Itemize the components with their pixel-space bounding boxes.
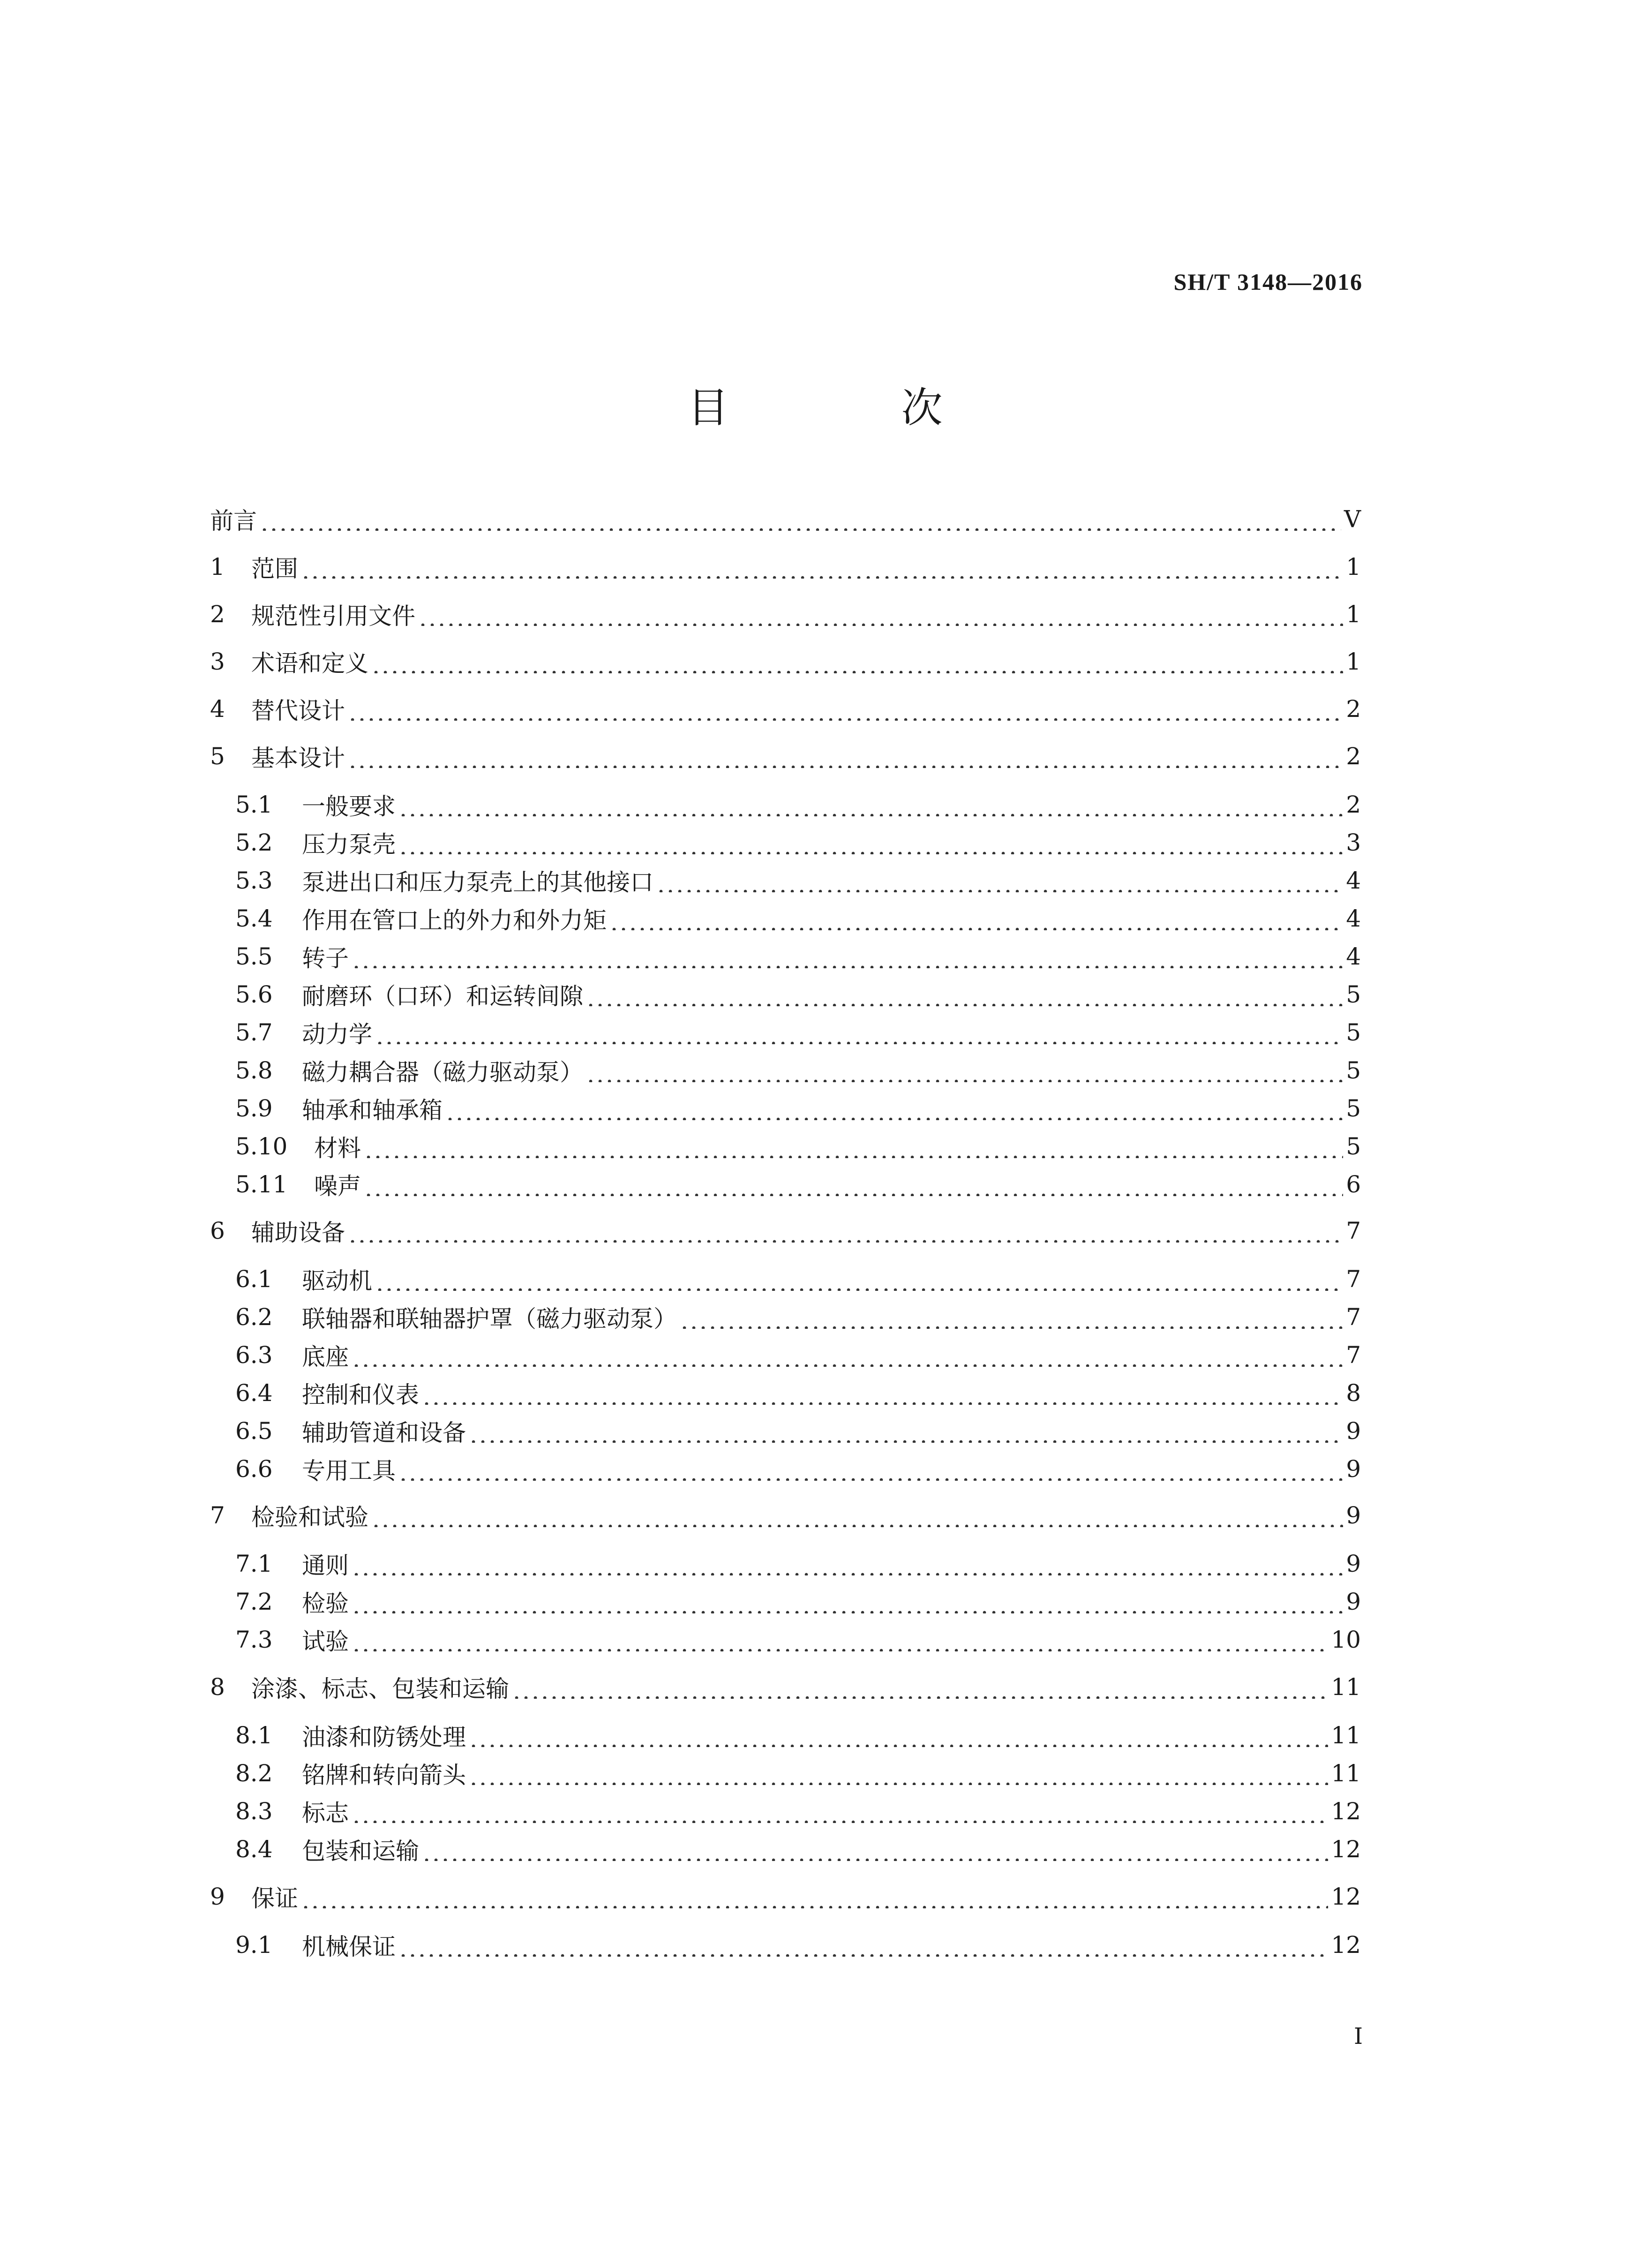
toc-dot-leader xyxy=(469,1419,1343,1443)
toc-entry[interactable] xyxy=(235,975,1361,1014)
toc-entry[interactable] xyxy=(210,1211,1361,1251)
toc-entry-number: 5.4 xyxy=(235,905,273,932)
toc-entry-number: 6.5 xyxy=(235,1417,273,1445)
toc-entry-number: 5.1 xyxy=(235,791,273,818)
toc-entry-page: 7 xyxy=(1346,1341,1361,1369)
toc-entry-label: 专用工具 xyxy=(302,1457,396,1484)
toc-entry[interactable] xyxy=(235,1127,1361,1166)
toc-entry-label: 轴承和轴承箱 xyxy=(302,1097,443,1124)
toc-entry-label: 耐磨环（口环）和运转间隙 xyxy=(302,983,583,1010)
toc-entry[interactable] xyxy=(235,785,1361,824)
toc-entry-page: 12 xyxy=(1331,1836,1361,1863)
standard-code: SH/T 3148—2016 xyxy=(1173,269,1363,295)
toc-entry[interactable] xyxy=(235,1716,1361,1755)
toc-entry-number: 9.1 xyxy=(235,1931,273,1959)
toc-dot-leader xyxy=(352,1590,1343,1613)
toc-entry[interactable] xyxy=(235,1013,1361,1052)
toc-entry-label: 辅助设备 xyxy=(251,1219,345,1246)
toc-dot-leader xyxy=(348,1219,1343,1243)
toc-dot-leader xyxy=(656,869,1343,892)
toc-entry-label: 泵进出口和压力泵壳上的其他接口 xyxy=(302,869,654,896)
toc-dot-leader xyxy=(469,1724,1328,1747)
toc-entry-page: 1 xyxy=(1346,648,1361,675)
toc-entry-number: 5.3 xyxy=(235,867,273,894)
toc-entry-number: 7.1 xyxy=(235,1550,273,1577)
toc-entry-number: 6.1 xyxy=(235,1266,273,1293)
toc-entry-page: 11 xyxy=(1331,1760,1361,1787)
toc-entry-label: 基本设计 xyxy=(251,745,345,772)
toc-dot-leader xyxy=(398,831,1343,854)
toc-entry-label: 转子 xyxy=(302,945,349,972)
toc-entry-page: 4 xyxy=(1346,905,1361,932)
toc-dot-leader xyxy=(469,1762,1328,1785)
toc-entry-label: 动力学 xyxy=(302,1021,372,1048)
toc-entry-number: 7.2 xyxy=(235,1588,273,1615)
toc-entry-label: 规范性引用文件 xyxy=(251,603,415,630)
toc-entry[interactable] xyxy=(235,1792,1361,1831)
toc-entry[interactable] xyxy=(210,1877,1361,1916)
toc-entry[interactable] xyxy=(235,861,1361,900)
toc-entry-page: 5 xyxy=(1346,981,1361,1008)
toc-dot-leader xyxy=(352,1552,1343,1575)
toc-entry-label: 涂漆、标志、包装和运输 xyxy=(251,1675,509,1703)
toc-entry-number: 7 xyxy=(210,1502,225,1529)
toc-dot-leader xyxy=(352,1343,1343,1367)
toc-entry[interactable] xyxy=(210,642,1361,681)
toc-entry-page: 12 xyxy=(1331,1798,1361,1825)
toc-entry-page: 7 xyxy=(1346,1266,1361,1293)
toc-entry[interactable] xyxy=(235,1544,1361,1583)
toc-entry-number: 6.2 xyxy=(235,1304,273,1331)
toc-entry-page: 5 xyxy=(1346,1133,1361,1160)
toc-dot-leader xyxy=(586,1059,1343,1082)
toc-dot-leader xyxy=(398,1457,1343,1481)
toc-dot-leader xyxy=(586,983,1343,1006)
toc-dot-leader xyxy=(352,945,1343,968)
toc-entry-label: 术语和定义 xyxy=(251,650,368,677)
toc-entry-page: 2 xyxy=(1346,791,1361,818)
toc-dot-leader xyxy=(445,1097,1343,1120)
toc-entry-label: 材料 xyxy=(314,1135,361,1162)
toc-entry-label: 前言 xyxy=(210,507,257,535)
toc-entry[interactable] xyxy=(210,737,1361,776)
toc-entry-label: 通则 xyxy=(302,1552,349,1579)
toc-entry-label: 控制和仪表 xyxy=(302,1381,419,1409)
toc-entry[interactable] xyxy=(235,1754,1361,1793)
toc-entry-page: 9 xyxy=(1346,1550,1361,1577)
toc-entry-page: 2 xyxy=(1346,743,1361,770)
toc-entry-page: 11 xyxy=(1331,1722,1361,1749)
toc-entry-label: 检验和试验 xyxy=(251,1504,368,1531)
toc-entry[interactable] xyxy=(235,1925,1361,1965)
toc-entry-number: 5.10 xyxy=(235,1133,288,1160)
toc-entry-page: 5 xyxy=(1346,1095,1361,1122)
toc-entry-page: 1 xyxy=(1346,553,1361,580)
toc-dot-leader xyxy=(422,1838,1328,1861)
toc-entry-page: 9 xyxy=(1346,1417,1361,1445)
toc-entry-number: 5.11 xyxy=(235,1171,288,1198)
toc-entry[interactable] xyxy=(235,1620,1361,1659)
toc-dot-leader xyxy=(609,907,1343,930)
toc-entry-number: 6.4 xyxy=(235,1379,273,1407)
toc-entry[interactable] xyxy=(235,1411,1361,1451)
toc-dot-leader xyxy=(398,793,1343,816)
toc-entry-label: 底座 xyxy=(302,1343,349,1371)
toc-entry[interactable] xyxy=(235,1449,1361,1489)
toc-entry-page: 6 xyxy=(1346,1171,1361,1198)
toc-dot-leader xyxy=(371,1504,1343,1527)
toc-entry[interactable] xyxy=(235,1259,1361,1299)
toc-entry-page: 2 xyxy=(1346,695,1361,723)
toc-entry-page: 3 xyxy=(1346,829,1361,856)
toc-entry-page: 9 xyxy=(1346,1588,1361,1615)
toc-entry-label: 作用在管口上的外力和外力矩 xyxy=(302,907,607,934)
toc-dot-leader xyxy=(375,1021,1343,1044)
toc-entry[interactable] xyxy=(210,1496,1361,1535)
toc-entry-label: 替代设计 xyxy=(251,697,345,724)
toc-entry-number: 8 xyxy=(210,1673,225,1701)
toc-entry-number: 8.2 xyxy=(235,1760,273,1787)
toc-entry[interactable] xyxy=(235,1582,1361,1621)
toc-entry-number: 7.3 xyxy=(235,1626,273,1653)
toc-entry-number: 5.6 xyxy=(235,981,273,1008)
toc-entry-number: 5.2 xyxy=(235,829,273,856)
toc-entry-number: 9 xyxy=(210,1883,225,1910)
toc-entry-page: 5 xyxy=(1346,1019,1361,1046)
toc-entry-label: 铭牌和转向箭头 xyxy=(302,1762,466,1789)
toc-entry-number: 5 xyxy=(210,743,225,770)
toc-entry[interactable] xyxy=(210,547,1361,587)
toc-entry-label: 包装和运输 xyxy=(302,1838,419,1865)
toc-entry-label: 一般要求 xyxy=(302,793,396,820)
toc-entry-number: 3 xyxy=(210,648,225,675)
toc-entry-number: 6 xyxy=(210,1217,225,1244)
toc-entry-number: 5.8 xyxy=(235,1057,273,1084)
toc-entry-number: 8.1 xyxy=(235,1722,273,1749)
toc-entry-page: 7 xyxy=(1346,1217,1361,1244)
toc-entry[interactable] xyxy=(210,499,1361,539)
page-number: I xyxy=(1354,2023,1363,2049)
toc-dot-leader xyxy=(680,1305,1343,1329)
toc-entry[interactable] xyxy=(235,899,1361,938)
toc-dot-leader xyxy=(301,555,1343,579)
toc-entry-label: 保证 xyxy=(251,1885,298,1912)
toc-entry-number: 5.7 xyxy=(235,1019,273,1046)
toc-dot-leader xyxy=(301,1885,1328,1908)
toc-entry-number: 8.4 xyxy=(235,1836,273,1863)
toc-entry-page: 12 xyxy=(1331,1931,1361,1959)
toc-dot-leader xyxy=(348,697,1343,721)
toc-dot-leader xyxy=(512,1675,1328,1699)
toc-entry[interactable] xyxy=(235,1089,1361,1128)
toc-entry-page: 1 xyxy=(1346,601,1361,628)
toc-entry[interactable] xyxy=(235,1335,1361,1375)
toc-entry-label: 噪声 xyxy=(314,1173,361,1200)
toc-entry-label: 辅助管道和设备 xyxy=(302,1419,466,1447)
toc-entry-label: 检验 xyxy=(302,1590,349,1617)
toc-entry-number: 4 xyxy=(210,695,225,723)
toc-entry-number: 6.6 xyxy=(235,1455,273,1483)
toc-entry-number: 6.3 xyxy=(235,1341,273,1369)
toc-entry[interactable] xyxy=(210,689,1361,729)
toc-dot-leader xyxy=(352,1628,1328,1651)
toc-entry-label: 磁力耦合器（磁力驱动泵） xyxy=(302,1059,583,1086)
toc-entry-number: 2 xyxy=(210,601,225,628)
toc-entry-page: 12 xyxy=(1331,1883,1361,1910)
toc-dot-leader xyxy=(422,1381,1343,1405)
toc-dot-leader xyxy=(352,1800,1328,1823)
toc-entry[interactable] xyxy=(235,937,1361,976)
toc-dot-leader xyxy=(364,1135,1343,1158)
toc-entry-page: 11 xyxy=(1331,1673,1361,1701)
toc-entry-number: 5.5 xyxy=(235,943,273,970)
toc-entry[interactable] xyxy=(235,1297,1361,1337)
toc-entry-number: 1 xyxy=(210,553,225,580)
toc-title: 目 次 xyxy=(687,384,1022,432)
toc-dot-leader xyxy=(348,745,1343,768)
toc-entry[interactable] xyxy=(235,1373,1361,1413)
toc-entry-page: 10 xyxy=(1331,1626,1361,1653)
toc-entry-label: 联轴器和联轴器护罩（磁力驱动泵） xyxy=(302,1305,677,1333)
toc-dot-leader xyxy=(371,650,1343,673)
toc-dot-leader xyxy=(260,507,1341,531)
toc-dot-leader xyxy=(418,603,1343,626)
toc-entry-page: 5 xyxy=(1346,1057,1361,1084)
toc-dot-leader xyxy=(364,1173,1343,1196)
toc-entry[interactable] xyxy=(235,1830,1361,1869)
toc-entry-label: 范围 xyxy=(251,555,298,582)
toc-entry[interactable] xyxy=(235,1051,1361,1090)
toc-entry-label: 机械保证 xyxy=(302,1933,396,1960)
toc-dot-leader xyxy=(375,1267,1343,1291)
toc-entry-page: 7 xyxy=(1346,1304,1361,1331)
toc-entry-label: 压力泵壳 xyxy=(302,831,396,858)
toc-entry[interactable] xyxy=(235,1165,1361,1204)
toc-dot-leader xyxy=(398,1933,1328,1957)
toc-entry-page: 9 xyxy=(1346,1455,1361,1483)
toc-entry[interactable] xyxy=(210,595,1361,634)
toc-entry-page: 9 xyxy=(1346,1502,1361,1529)
toc-entry[interactable] xyxy=(210,1667,1361,1707)
toc-entry-page: 4 xyxy=(1346,943,1361,970)
toc-entry-label: 驱动机 xyxy=(302,1267,372,1295)
toc-entry-page: 4 xyxy=(1346,867,1361,894)
toc-entry-label: 标志 xyxy=(302,1800,349,1827)
toc-entry-page: 8 xyxy=(1346,1379,1361,1407)
toc-entry-number: 8.3 xyxy=(235,1798,273,1825)
toc-entry[interactable] xyxy=(235,823,1361,862)
toc-entry-label: 试验 xyxy=(302,1628,349,1655)
toc-entry-number: 5.9 xyxy=(235,1095,273,1122)
toc-entry-page: V xyxy=(1344,505,1361,533)
toc-entry-label: 油漆和防锈处理 xyxy=(302,1724,466,1751)
